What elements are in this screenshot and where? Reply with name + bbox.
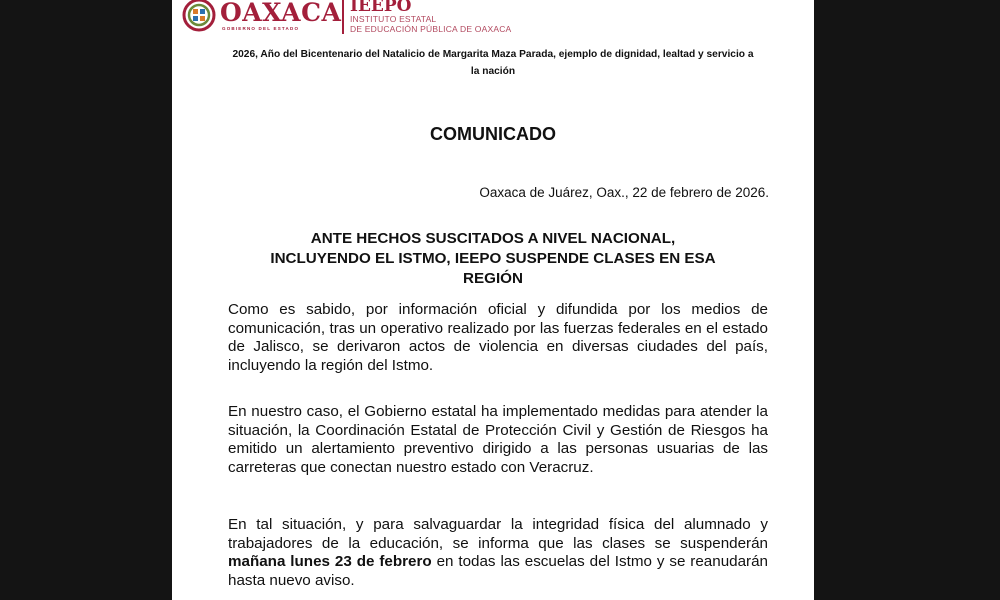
- place-and-date: Oaxaca de Juárez, Oax., 22 de febrero de 2026.: [479, 185, 769, 200]
- paragraph-3-emphasis: mañana lunes 23 de febrero: [228, 553, 432, 570]
- ieepo-subtitle-line1: INSTITUTO ESTATAL: [350, 14, 437, 24]
- oaxaca-logo-subtitle: GOBIERNO DEL ESTADO: [222, 26, 300, 31]
- oaxaca-logo-text: OAXACA: [220, 0, 342, 27]
- headline: [217, 229, 769, 289]
- headline-line3: REGIÓN: [463, 270, 523, 287]
- headline-line2: INCLUYENDO EL ISTMO, IEEPO SUSPENDE CLASES EN ESA: [270, 250, 716, 267]
- motto-line2: la nación: [470, 66, 516, 77]
- oaxaca-emblem-icon: [182, 0, 216, 32]
- motto-line1: 2026, Año del Bicentenario del Natalicio de Margarita Maza Parada, ejemplo de dignidad, lealtad y servicio a: [232, 49, 754, 60]
- letterhead: [182, 0, 602, 40]
- paragraph-3-after: en todas las escuelas del Istmo y se reanudarán hasta nuevo aviso.: [228, 553, 768, 589]
- paragraph-3-before: En tal situación, y para salvaguardar la integridad física del alumnado y trabajadores de la educación, se informa que las clases se suspenderán: [228, 516, 768, 552]
- paragraph-1: Como es sabido, por información oficial y difundida por los medios de comunicación, tras un operativo realizado por las fuerzas federales en el estado de Jalisco, se derivaron actos de violencia en diversas ciudades del país, incluyendo la región del Istmo.: [228, 301, 768, 374]
- year-motto: [192, 46, 794, 80]
- ieepo-subtitle-line2: DE EDUCACIÓN PÚBLICA DE OAXACA: [350, 24, 512, 34]
- logo-divider: [342, 0, 344, 34]
- document-page: [172, 0, 814, 600]
- ieepo-logo-text: IEEPO: [350, 0, 412, 16]
- headline-line1: ANTE HECHOS SUSCITADOS A NIVEL NACIONAL,: [310, 230, 676, 247]
- ieepo-logo-subtitle: [350, 14, 511, 34]
- document-title: COMUNICADO: [430, 124, 556, 144]
- paragraph-3: [228, 516, 768, 590]
- paragraph-2: En nuestro caso, el Gobierno estatal ha implementado medidas para atender la situación, la Coordinación Estatal de Protección Civil y Gestión de Riesgos ha emitido un alertamiento preventivo dirigido a las personas usuarias de las carreteras que conectan nuestro estado con Veracruz.: [228, 403, 768, 476]
